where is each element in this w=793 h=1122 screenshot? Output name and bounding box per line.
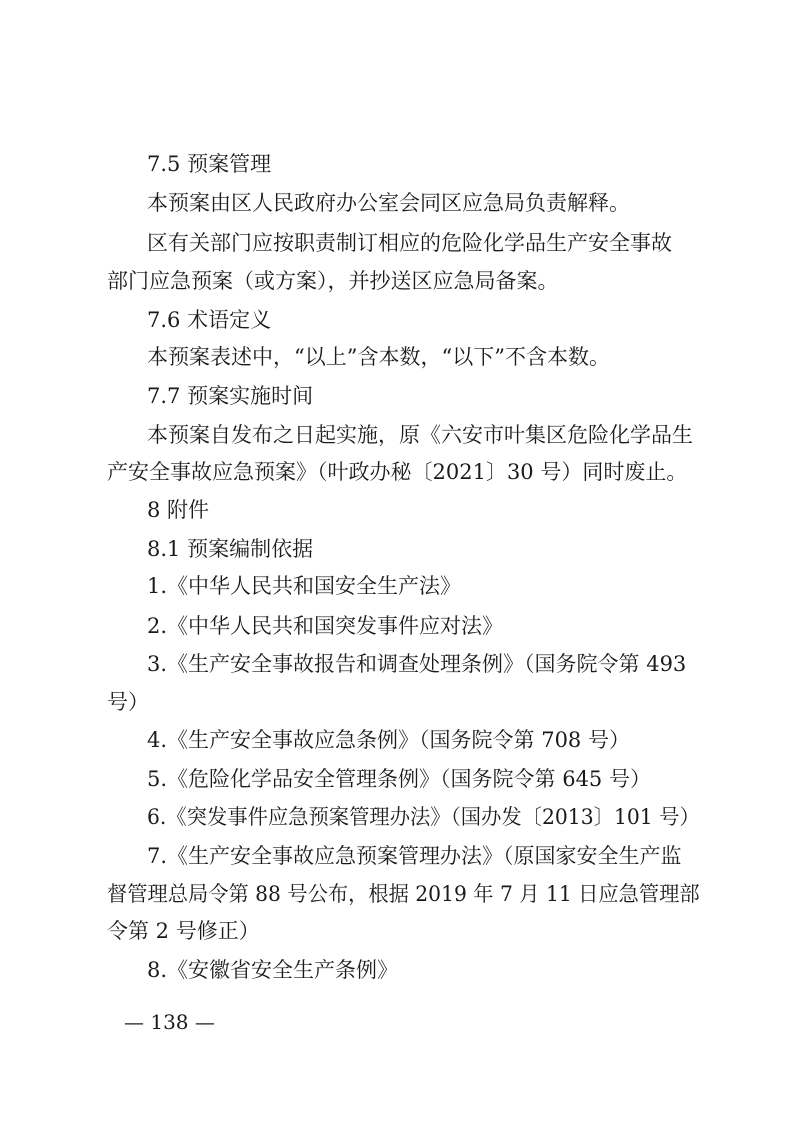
list-item: 6.《突发事件应急预案管理办法》（国办发〔2013〕101 号） [147, 805, 700, 829]
section-heading-8: 8 附件 [147, 498, 210, 522]
paragraph-line: 本预案自发布之日起实施，原《六安市叶集区危险化学品生 [147, 423, 693, 447]
list-item: 1.《中华人民共和国安全生产法》 [147, 574, 462, 598]
section-heading-7-7: 7.7 预案实施时间 [147, 384, 314, 408]
list-item: 5.《危险化学品安全管理条例》（国务院令第 645 号） [147, 767, 651, 791]
list-item: 8.《安徽省安全生产条例》 [147, 958, 399, 982]
list-item: 3.《生产安全事故报告和调查处理条例》（国务院令第 493 [147, 652, 687, 676]
list-item: 7.《生产安全事故应急预案管理办法》（原国家安全生产监 [147, 844, 682, 868]
paragraph-line: 部门应急预案（或方案），并抄送区应急局备案。 [107, 269, 559, 293]
paragraph-line: 区有关部门应按职责制订相应的危险化学品生产安全事故 [147, 231, 672, 255]
list-item-continuation: 号） [107, 690, 149, 714]
page-number: — 138 — [124, 1010, 215, 1034]
list-item: 2.《中华人民共和国突发事件应对法》 [147, 614, 504, 638]
section-heading-7-5: 7.5 预案管理 [147, 152, 272, 176]
section-heading-8-1: 8.1 预案编制依据 [147, 537, 314, 561]
paragraph-line: 本预案由区人民政府办公室会同区应急局负责解释。 [147, 191, 630, 215]
paragraph-line: 本预案表述中，“以上”含本数，“以下”不含本数。 [147, 345, 610, 369]
list-item-continuation: 令第 2 号修正） [107, 919, 260, 943]
list-item-continuation: 督管理总局令第 88 号公布，根据 2019 年 7 月 11 日应急管理部 [107, 882, 700, 906]
section-heading-7-6: 7.6 术语定义 [147, 308, 272, 332]
paragraph-line: 产安全事故应急预案》（叶政办秘〔2021〕30 号）同时废止。 [107, 460, 688, 484]
list-item: 4.《生产安全事故应急条例》（国务院令第 708 号） [147, 728, 630, 752]
